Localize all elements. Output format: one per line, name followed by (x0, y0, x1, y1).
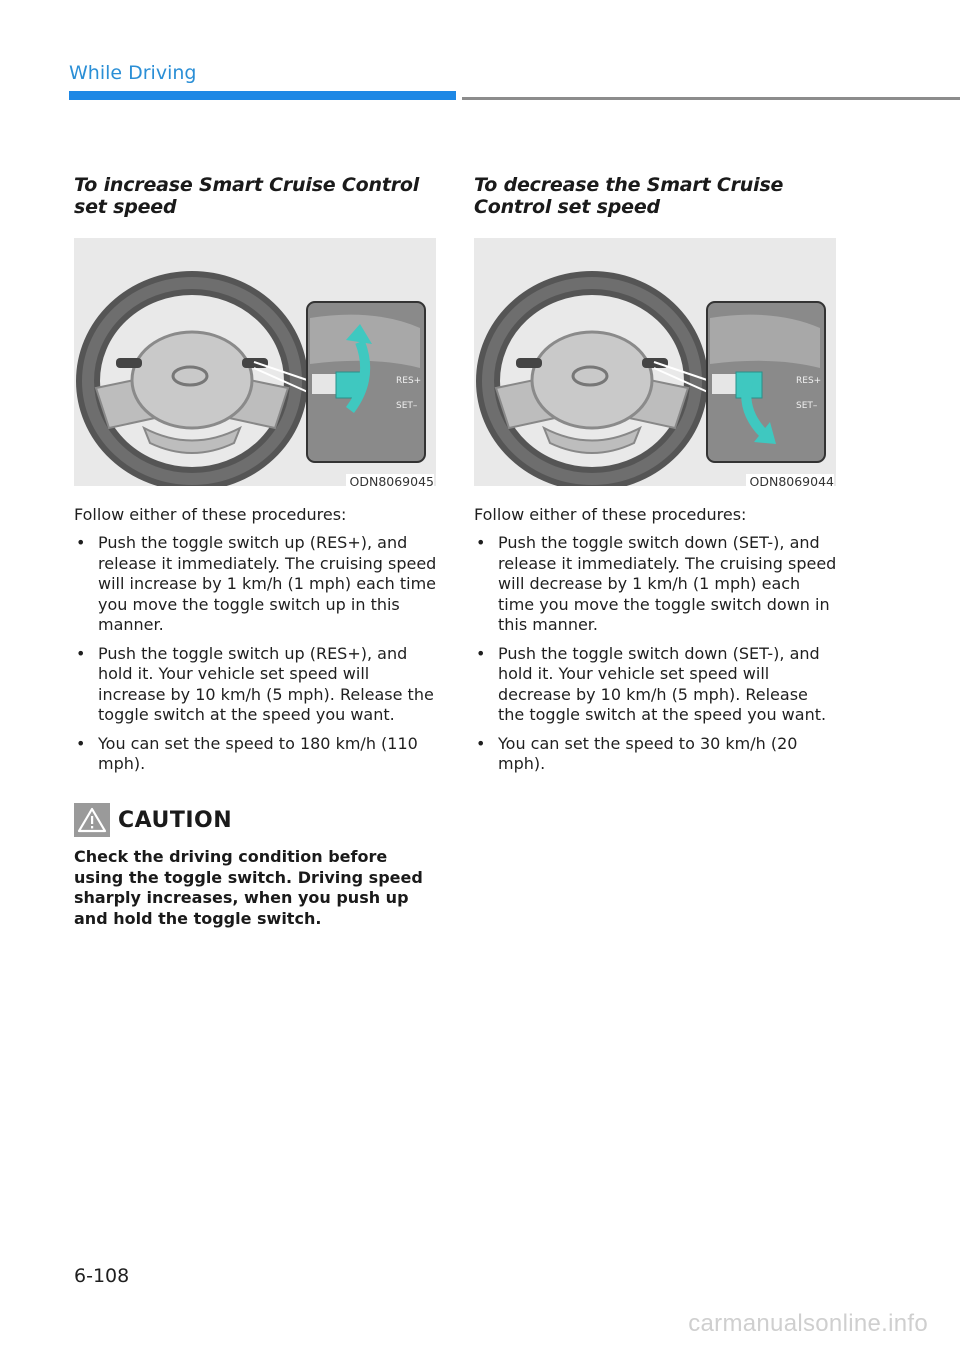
section-label: While Driving (69, 62, 197, 84)
page-number: 6-108 (74, 1265, 130, 1287)
list-item: • Push the toggle switch down (SET-), and hold it. Your vehicle set speed will decrease by 10 km/h (5 mph). Release the toggle switch at the speed you want. (476, 643, 827, 724)
increase-intro: Follow either of these procedures: (74, 505, 347, 524)
increase-list (74, 533, 438, 775)
list-item: • Push the toggle switch up (RES+), and release it immediately. The cruising speed will increase by 1 km/h (1 mph) each time you move the toggle switch up in this manner. (76, 533, 437, 634)
bullet-icon: • (76, 643, 86, 663)
bullet-icon: • (76, 533, 86, 552)
decrease-heading: To decrease the Smart Cruise Control set speed (474, 174, 784, 218)
header-rule-accent (69, 91, 456, 100)
watermark: carmanualsonline.info (688, 1310, 928, 1337)
caution-box (74, 803, 438, 945)
figure-code: ODN8069044 (746, 474, 835, 489)
decrease-section (474, 174, 838, 783)
set-label: SET– (796, 401, 818, 411)
list-item: • Push the toggle switch up (RES+), and hold it. Your vehicle set speed will increase by 10 km/h (5 mph). Release the toggle switch at the speed you want. (76, 643, 434, 724)
steering-wheel-illustration (74, 238, 436, 486)
decrease-intro: Follow either of these procedures: (474, 505, 747, 524)
list-item: • Push the toggle switch down (SET-), and release it immediately. The cruising speed will decrease by 1 km/h (1 mph) each time you move the toggle switch down in this manner. (476, 533, 837, 634)
caution-text: Check the driving condition before using the toggle switch. Driving speed sharply increases, when you push up and hold the toggle switch. (74, 847, 423, 928)
header-rule (462, 97, 960, 100)
steering-wheel-illustration (474, 238, 836, 486)
increase-heading: To increase Smart Cruise Control set speed (74, 174, 420, 218)
list-item: • You can set the speed to 30 km/h (20 mph). (476, 733, 798, 773)
caution-header (74, 803, 438, 837)
decrease-list (474, 533, 838, 775)
res-label: RES+ (396, 376, 422, 386)
bullet-icon: • (476, 643, 486, 663)
bullet-icon: • (476, 533, 486, 552)
bullet-icon: • (476, 733, 486, 753)
bullet-icon: • (76, 733, 86, 753)
warning-triangle-icon (74, 803, 110, 837)
caution-title: CAUTION (118, 807, 233, 833)
decrease-figure (474, 238, 836, 489)
list-item: • You can set the speed to 180 km/h (110 mph). (76, 733, 418, 773)
res-label: RES+ (796, 376, 822, 386)
increase-figure (74, 238, 436, 489)
set-label: SET– (396, 401, 418, 411)
increase-section (74, 174, 438, 783)
figure-code: ODN8069045 (346, 474, 435, 489)
